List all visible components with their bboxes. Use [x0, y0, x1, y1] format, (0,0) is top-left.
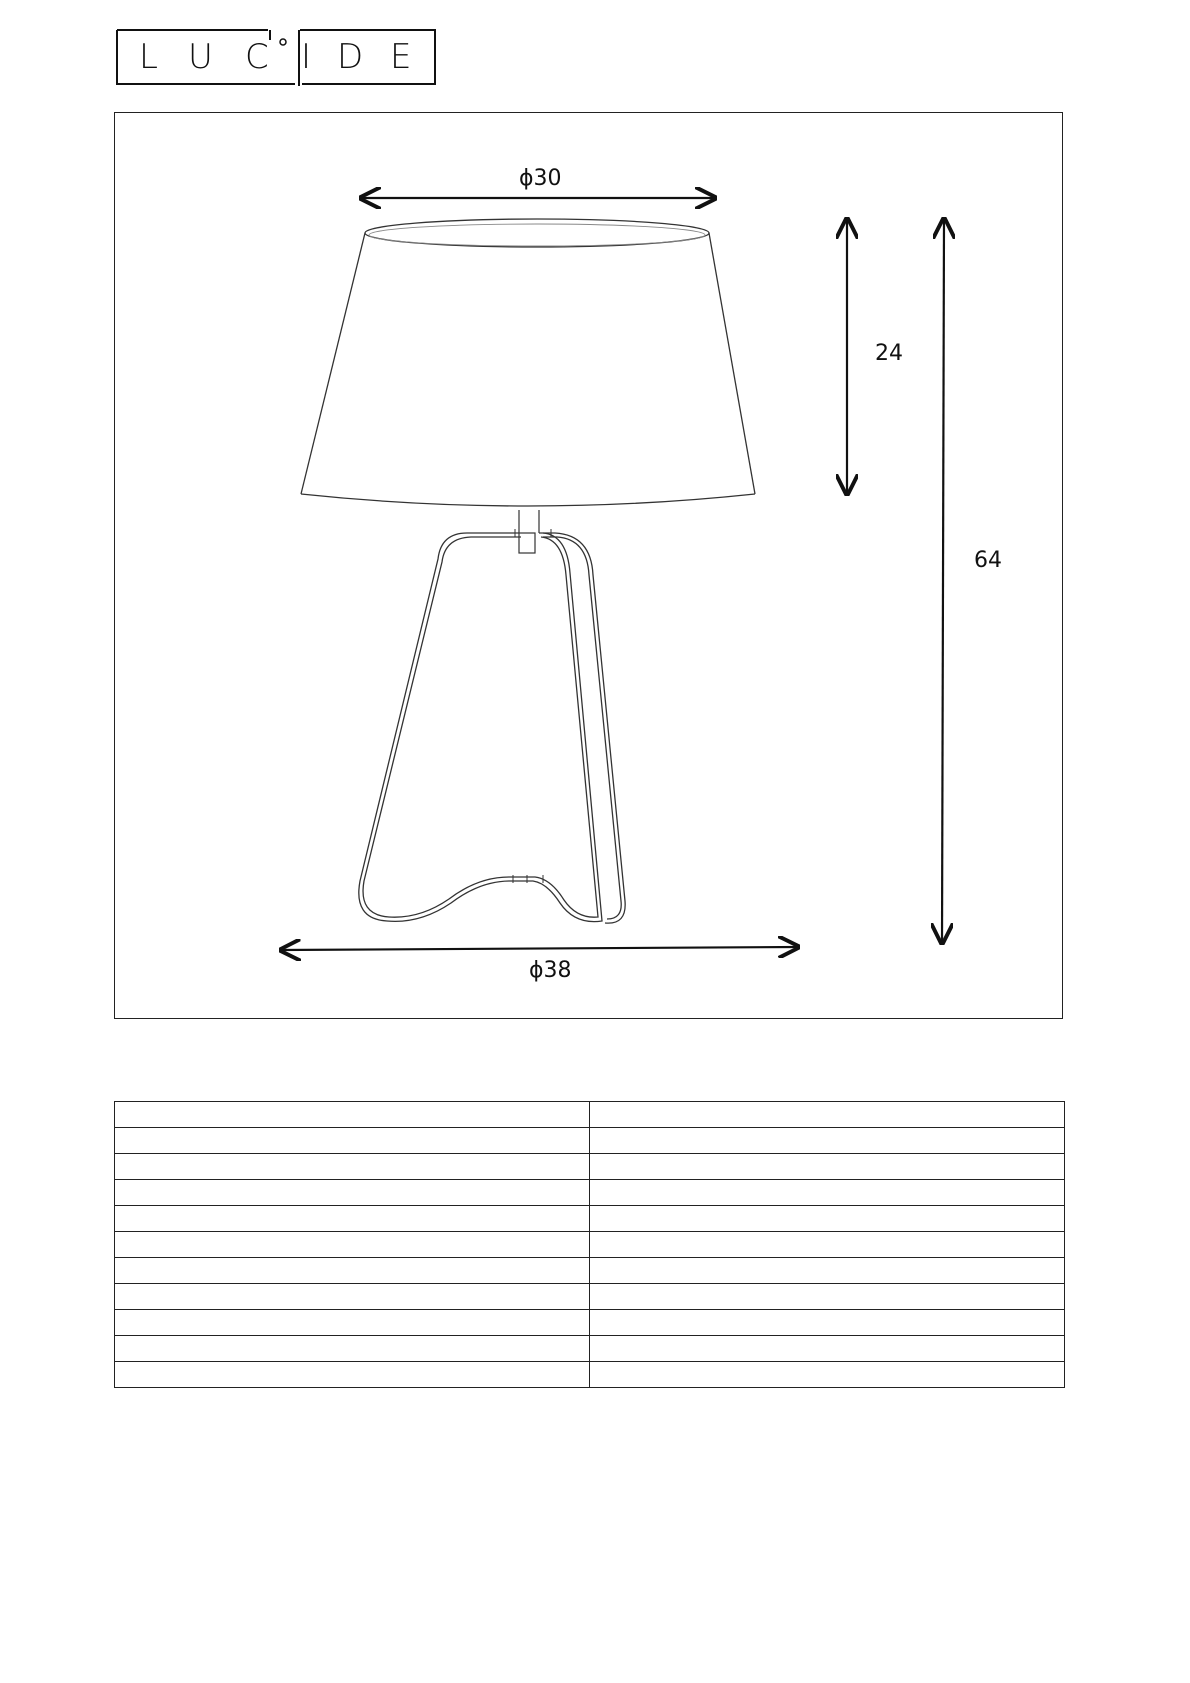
dimension-lines — [281, 198, 944, 950]
table-cell — [115, 1284, 590, 1310]
table-cell — [590, 1336, 1065, 1362]
total-height-label: 64 — [974, 548, 1002, 573]
table-cell — [590, 1232, 1065, 1258]
table-cell — [590, 1258, 1065, 1284]
table-cell — [115, 1206, 590, 1232]
table-cell — [590, 1206, 1065, 1232]
table-cell — [590, 1284, 1065, 1310]
table-row — [115, 1258, 1065, 1284]
table-cell — [115, 1128, 590, 1154]
table-cell — [115, 1154, 590, 1180]
table-row — [115, 1232, 1065, 1258]
technical-drawing — [114, 112, 1063, 1019]
shade-diameter-label: ϕ30 — [519, 166, 562, 191]
table-row — [115, 1128, 1065, 1154]
table-cell — [590, 1310, 1065, 1336]
table-row — [115, 1284, 1065, 1310]
logo-letter-u: U — [188, 37, 213, 77]
base-diameter-label: ϕ38 — [529, 958, 572, 983]
table-row — [115, 1206, 1065, 1232]
logo-letter-l: L — [139, 37, 158, 77]
table-row — [115, 1310, 1065, 1336]
table-cell — [115, 1232, 590, 1258]
logo-letter-c: C — [245, 37, 269, 77]
brand-logo — [115, 28, 435, 86]
table-cell — [115, 1258, 590, 1284]
table-cell — [115, 1336, 590, 1362]
table-cell — [115, 1310, 590, 1336]
table-cell — [115, 1102, 590, 1128]
logo-letter-d: D — [337, 37, 364, 77]
table-cell — [115, 1362, 590, 1388]
table-row — [115, 1336, 1065, 1362]
table-cell — [590, 1154, 1065, 1180]
spec-table — [114, 1101, 1065, 1388]
table-cell — [590, 1180, 1065, 1206]
logo-letter-i: I — [301, 37, 312, 77]
table-cell — [115, 1180, 590, 1206]
lamp-drawing — [115, 113, 1064, 1020]
logo-letter-e: E — [390, 37, 412, 77]
table-cell — [590, 1128, 1065, 1154]
table-row — [115, 1362, 1065, 1388]
table-cell — [590, 1362, 1065, 1388]
lamp-socket — [519, 510, 539, 553]
lamp-shade — [301, 219, 755, 506]
table-cell — [590, 1102, 1065, 1128]
shade-height-label: 24 — [875, 341, 903, 366]
table-row — [115, 1102, 1065, 1128]
lamp-base — [359, 529, 625, 923]
table-row — [115, 1180, 1065, 1206]
table-row — [115, 1154, 1065, 1180]
